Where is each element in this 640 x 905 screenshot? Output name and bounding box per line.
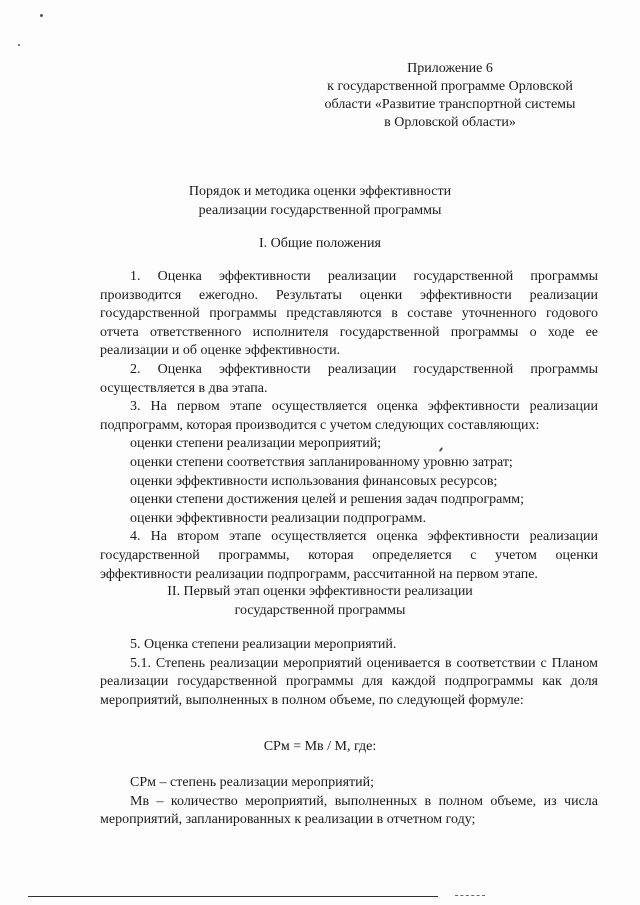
paragraph: 4. На втором этапе осуществляется оценка эффективности реализации государственной программы, которая определяется с учетом оценки эффективности реализации подпрограмм, рассчитанной на первом этапе. <box>100 529 598 582</box>
section-body <box>100 636 598 710</box>
title-line: Порядок и методика оценки эффективности <box>188 184 452 199</box>
section-heading: I. Общие положения <box>259 236 381 251</box>
paragraph: 5. Оценка степени реализации мероприятий. <box>130 637 397 652</box>
list-item: оценки эффективности использования финансовых ресурсов; <box>130 473 498 489</box>
definition: СРм – степень реализации мероприятий; <box>130 775 375 790</box>
paragraph: 1. Оценка эффективности реализации государственной программы производится ежегодно. Результаты оценки эффективности реализации государственной программы представляются в составе уточненного годового отчета ответственного исполнителя государственной программы о ходе ее реализации и об оценке эффективности. <box>100 269 598 359</box>
footer-rule <box>28 896 438 897</box>
section-heading <box>120 582 520 620</box>
formula: СРм = Мв / М, где: <box>263 739 377 754</box>
scan-speck <box>40 14 43 17</box>
list-item: оценки степени соответствия запланированному уровню затрат; <box>130 454 513 470</box>
definition: Мв – количество мероприятий, выполненных в полном объеме, из числа мероприятий, запланированных к реализации в отчетном году; <box>100 793 598 828</box>
appendix-line: к государственной программе Орловской <box>327 79 573 94</box>
title-line: реализации государственной программы <box>198 203 442 218</box>
appendix-line: области «Развитие транспортной системы <box>324 97 576 112</box>
list-item: оценки степени реализации мероприятий; <box>130 436 382 452</box>
scan-speck <box>18 44 20 46</box>
paragraph: 5.1. Степень реализации мероприятий оценивается в соответствии с Планом реализации государственной программы для каждой подпрограммы как доля мероприятий, выполненных в полном объеме, по следующей формуле: <box>100 655 598 708</box>
section-body <box>100 268 598 584</box>
appendix-note <box>300 60 600 132</box>
list-item: оценки эффективности реализации подпрограмм. <box>130 510 426 526</box>
paragraph: 3. На первом этапе осуществляется оценка эффективности реализации подпрограмм, которая производится с учетом следующих составляющих: <box>100 399 598 433</box>
section-heading-line: II. Первый этап оценки эффективности реализации <box>167 584 473 599</box>
footer-dash <box>455 895 485 897</box>
list-item: оценки степени достижения целей и решения задач подпрограмм; <box>130 492 525 508</box>
appendix-line: в Орловской области» <box>384 115 516 130</box>
section-heading-line: государственной программы <box>234 603 406 618</box>
paragraph: 2. Оценка эффективности реализации государственной программы осуществляется в два этапа. <box>100 361 598 396</box>
definitions <box>100 774 598 830</box>
appendix-line: Приложение 6 <box>407 61 493 76</box>
document-title <box>120 182 520 220</box>
